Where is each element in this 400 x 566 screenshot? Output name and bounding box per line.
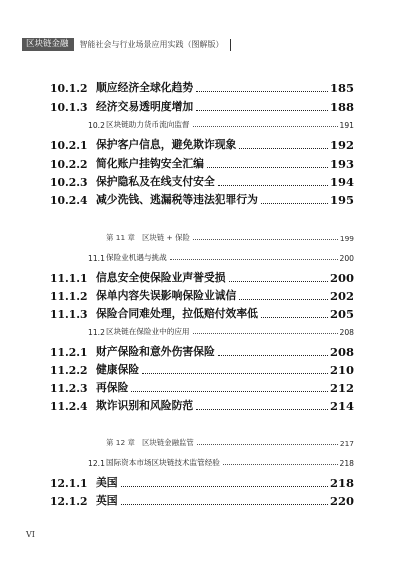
toc-entry-title: 信息安全使保险业声誉受损	[96, 271, 226, 284]
toc-section-entry[interactable]	[88, 457, 354, 468]
toc-section-entry[interactable]	[88, 326, 354, 337]
toc-entry-title: 保险合同难处理，拉低赔付效率低	[96, 307, 258, 320]
toc-subsection-entry[interactable]	[50, 192, 354, 207]
toc-entry-number: 11.2.3	[50, 382, 88, 395]
toc-entry-number: 10.1.2	[50, 82, 88, 95]
toc-entry-title: 财产保险和意外伤害保险	[96, 345, 215, 358]
toc-entry-number: 11.1.2	[50, 290, 88, 303]
dot-leader	[218, 355, 328, 356]
toc-entry-number: 12.1.1	[50, 477, 88, 490]
toc-subsection-entry[interactable]	[50, 99, 354, 114]
toc-entry-page: 208	[339, 328, 354, 337]
toc-entry-title: 英国	[96, 494, 118, 507]
dot-leader	[121, 486, 328, 487]
dot-leader	[218, 185, 328, 186]
toc-subsection-entry[interactable]	[50, 156, 354, 171]
toc-entry-page: 193	[329, 157, 354, 171]
toc-entry-title: 减少洗钱、逃漏税等违法犯罪行为	[96, 193, 258, 206]
toc-entry-title: 保护客户信息，避免欺诈现象	[96, 138, 237, 151]
toc-subsection-entry[interactable]	[50, 174, 354, 189]
toc-entry-page: 200	[329, 271, 354, 285]
toc-entry-title: 区块链助力货币流向监督	[106, 120, 190, 129]
toc-entry-number: 第 12 章	[106, 438, 135, 447]
toc-entry-number: 12.1.2	[50, 495, 88, 508]
toc-entry-number: 11.2	[88, 328, 105, 337]
toc-subsection-entry[interactable]	[50, 288, 354, 303]
dot-leader	[229, 281, 328, 282]
toc-entry-title: 保护隐私及在线支付安全	[96, 175, 215, 188]
toc-section-entry[interactable]	[88, 119, 354, 130]
toc-entry-page: 218	[329, 476, 354, 490]
toc-subsection-entry[interactable]	[50, 344, 354, 359]
toc-subsection-entry[interactable]	[50, 270, 354, 285]
toc-entry-page: 205	[329, 307, 354, 321]
toc-subsection-entry[interactable]	[50, 380, 354, 395]
toc-entry-page: 200	[339, 254, 354, 263]
toc-entry-number: 10.1.3	[50, 101, 88, 114]
toc-entry-title: 区块链金融监管	[142, 438, 194, 447]
toc-chapter-entry[interactable]	[106, 232, 354, 243]
toc-subsection-entry[interactable]	[50, 306, 354, 321]
dot-leader	[193, 126, 338, 127]
toc-entry-title: 健康保险	[96, 363, 140, 376]
toc-entry-title: 保单内容失误影响保险业诚信	[96, 289, 237, 302]
dot-leader	[193, 333, 338, 334]
toc-entry-title: 国际资本市场区块链技术监管经验	[106, 458, 220, 467]
toc-entry-page: 194	[329, 175, 354, 189]
toc-entry-number: 11.1	[88, 254, 105, 263]
toc-entry-number: 11.2.4	[50, 400, 88, 413]
dot-leader	[142, 373, 328, 374]
toc-entry-page: 214	[329, 399, 354, 413]
dot-leader	[196, 409, 328, 410]
dot-leader	[223, 464, 338, 465]
toc-subsection-entry[interactable]	[50, 493, 354, 508]
toc-entry-title: 欺诈识别和风险防范	[96, 399, 194, 412]
toc-entry-page: 195	[329, 193, 354, 207]
toc-entry-page: 218	[339, 459, 354, 468]
toc-entry-number: 12.1	[88, 459, 105, 468]
toc-entry-number: 10.2.1	[50, 139, 88, 152]
toc-entry-number: 10.2.4	[50, 194, 88, 207]
toc-entry-page: 202	[329, 289, 354, 303]
toc-entry-number: 10.2.3	[50, 176, 88, 189]
toc-entry-number: 11.2.1	[50, 346, 88, 359]
toc-entry-page: 208	[329, 345, 354, 359]
page-number: VI	[26, 530, 35, 539]
dot-leader	[121, 504, 328, 505]
dot-leader	[207, 167, 328, 168]
toc-entry-title: 经济交易透明度增加	[96, 100, 194, 113]
dot-leader	[197, 444, 338, 445]
toc-entry-title: 再保险	[96, 381, 129, 394]
toc-entry-page: 220	[329, 494, 354, 508]
dot-leader	[193, 239, 338, 240]
toc-entry-page: 199	[339, 234, 354, 243]
toc-entry-title: 保险业机遇与挑战	[106, 253, 167, 262]
toc-entry-number: 11.1.1	[50, 272, 88, 285]
toc-entry-number: 10.2.2	[50, 158, 88, 171]
toc-entry-title: 美国	[96, 476, 118, 489]
toc-chapter-entry[interactable]	[106, 437, 354, 448]
dot-leader	[196, 91, 328, 92]
toc-subsection-entry[interactable]	[50, 80, 354, 95]
dot-leader	[239, 299, 328, 300]
toc-section-entry[interactable]	[88, 252, 354, 263]
toc-entry-title: 简化账户挂钩安全汇编	[96, 157, 204, 170]
toc-entry-page: 212	[329, 381, 354, 395]
toc-entry-number: 11.2.2	[50, 364, 88, 377]
toc-subsection-entry[interactable]	[50, 475, 354, 490]
toc-entry-number: 第 11 章	[106, 233, 135, 242]
dot-leader	[239, 148, 328, 149]
toc-entry-number: 11.1.3	[50, 308, 88, 321]
toc-entry-title: 顺应经济全球化趋势	[96, 81, 194, 94]
toc-entry-page: 210	[329, 363, 354, 377]
dot-leader	[196, 110, 328, 111]
toc-subsection-entry[interactable]	[50, 362, 354, 377]
book-title: 智能社会与行业场景应用实践（图解版）	[79, 40, 224, 49]
toc-subsection-entry[interactable]	[50, 137, 354, 152]
toc-entry-page: 188	[329, 100, 354, 114]
dot-leader	[170, 259, 338, 260]
book-series-tag: 区块链金融	[22, 38, 74, 51]
dot-leader	[131, 391, 328, 392]
dot-leader	[261, 203, 328, 204]
toc-entry-page: 217	[339, 439, 354, 448]
toc-entry-title: 区块链 + 保险	[142, 233, 190, 242]
toc-entry-page: 192	[329, 138, 354, 152]
toc-entry-title: 区块链在保险业中的应用	[106, 327, 190, 336]
toc-subsection-entry[interactable]	[50, 398, 354, 413]
toc-entry-page: 185	[329, 81, 354, 95]
dot-leader	[261, 317, 328, 318]
toc-entry-page: 191	[339, 121, 354, 130]
toc-entry-number: 10.2	[88, 121, 105, 130]
